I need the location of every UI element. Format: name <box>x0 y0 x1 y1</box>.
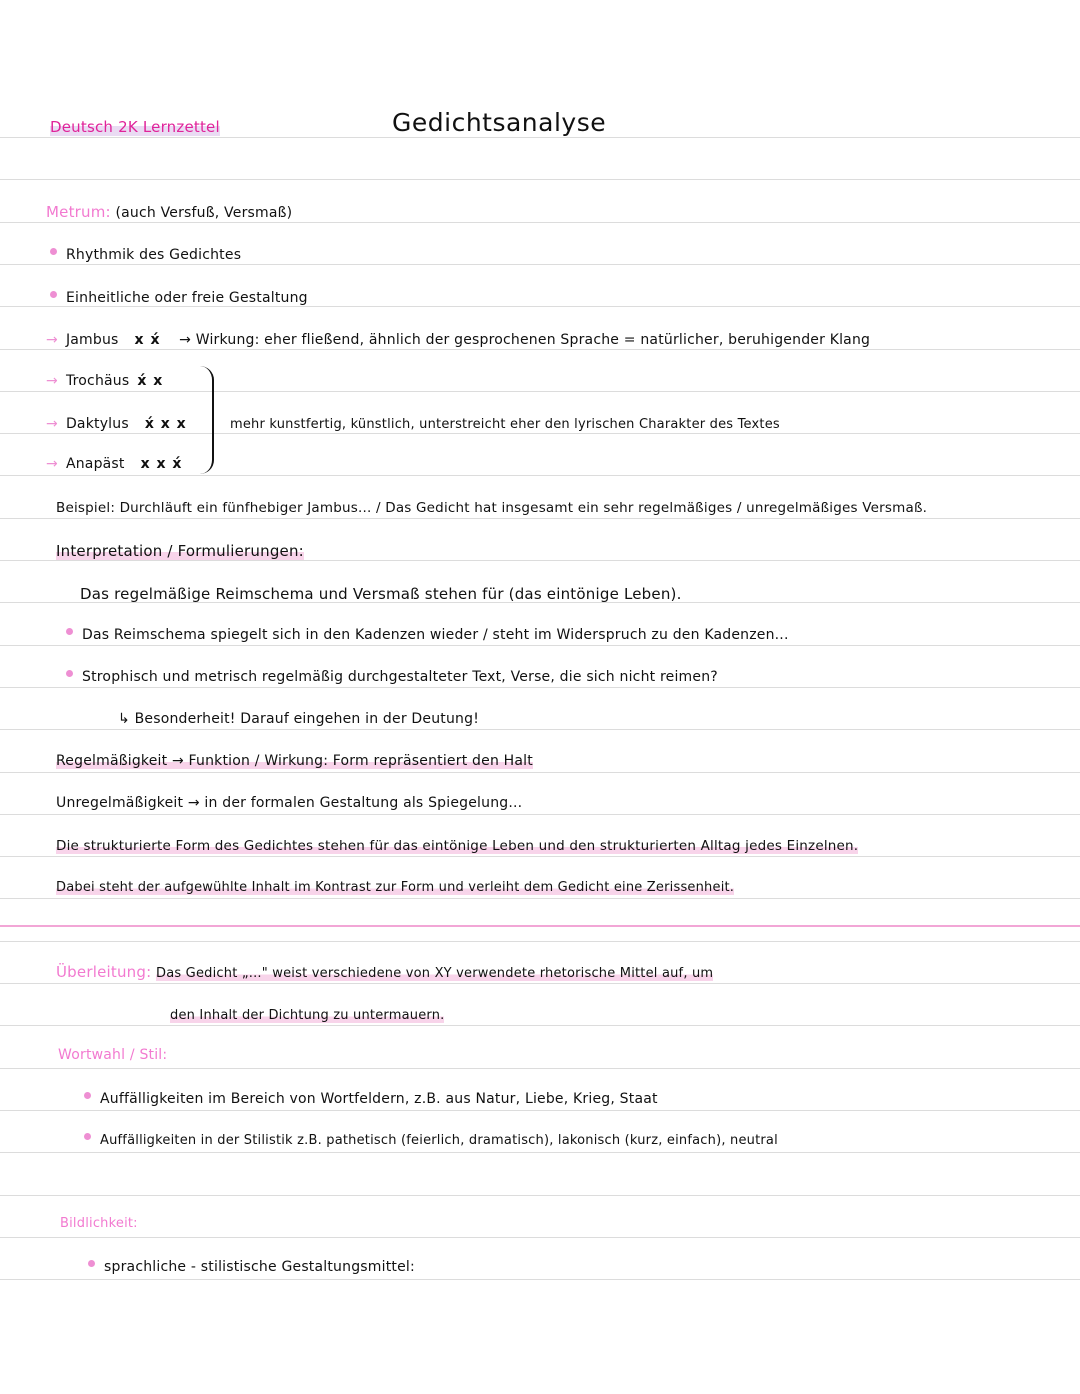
rule-line <box>0 222 1080 223</box>
highlight-text: Dabei steht der aufgewühlte Inhalt im Kontrast zur Form und verleiht dem Gedicht eine Zerissenheit. <box>56 880 735 895</box>
subject-label <box>50 118 220 136</box>
rule-line <box>0 1195 1080 1196</box>
bullet-item <box>66 669 718 685</box>
rule-line <box>0 391 1080 392</box>
bildlichkeit-heading: Bildlichkeit: <box>60 1216 138 1231</box>
subject-label-text: Deutsch 2K Lernzettel <box>50 118 220 136</box>
rule-line <box>0 687 1080 688</box>
foot-pattern: x x x́ <box>140 456 183 472</box>
foot-pattern: x x́ <box>134 332 161 348</box>
regularity-text: Regelmäßigkeit → Funktion / Wirkung: Form repräsentiert den Halt <box>56 753 533 769</box>
rule-line <box>0 518 1080 519</box>
rule-line <box>0 475 1080 476</box>
foot-pattern: x́ x <box>137 373 164 389</box>
highlight-line <box>56 838 858 854</box>
foot-name: Daktylus <box>65 416 129 432</box>
rule-line <box>0 1068 1080 1069</box>
bullet-dot-icon <box>50 248 57 255</box>
page-title: Gedichtsanalyse <box>392 108 607 137</box>
arrow-right-icon: → <box>46 416 58 432</box>
section-divider <box>0 925 1080 927</box>
curly-brace-icon <box>198 366 214 474</box>
bullet-item <box>50 247 241 263</box>
interpretation-line: Das regelmäßige Reimschema und Versmaß stehen für (das eintönige Leben). <box>80 585 682 603</box>
rule-line <box>0 179 1080 180</box>
bullet-text: Auffälligkeiten in der Stilistik z.B. pathetisch (feierlich, dramatisch), lakonisch (kurz, einfach), neutral <box>100 1133 778 1148</box>
rule-line <box>0 814 1080 815</box>
rule-line <box>0 137 1080 138</box>
arrow-right-icon: → <box>46 332 58 348</box>
foot-trochaeus <box>46 373 163 389</box>
bullet-item <box>50 290 308 306</box>
foot-daktylus <box>46 416 187 432</box>
rule-line <box>0 772 1080 773</box>
bullet-dot-icon <box>84 1092 91 1099</box>
ueberleitung-text: Das Gedicht „..." weist verschiedene von XY verwendete rhetorische Mittel auf, um <box>156 966 714 981</box>
bullet-item <box>84 1091 658 1107</box>
highlight-text: Die strukturierte Form des Gedichtes stehen für das eintönige Leben und den strukturierten Alltag jedes Einzelnen. <box>56 838 859 854</box>
arrow-right-icon: → <box>46 373 58 389</box>
foot-effect: → Wirkung: eher fließend, ähnlich der gesprochenen Sprache = natürlicher, beruhigender Klang <box>179 332 871 348</box>
rule-line <box>0 264 1080 265</box>
foot-anapaest <box>46 456 182 472</box>
rule-line <box>0 349 1080 350</box>
interpretation-heading-text: Interpretation / Formulierungen: <box>56 542 304 560</box>
bullet-text: Auffälligkeiten im Bereich von Wortfeldern, z.B. aus Natur, Liebe, Krieg, Staat <box>100 1091 658 1107</box>
bullet-text: sprachliche - stilistische Gestaltungsmittel: <box>104 1259 415 1275</box>
foot-name: Jambus <box>65 332 119 348</box>
bullet-text: Einheitliche oder freie Gestaltung <box>66 290 308 306</box>
bullet-item <box>66 627 789 643</box>
regularity-line <box>56 753 533 769</box>
rule-line <box>0 898 1080 899</box>
wortwahl-heading: Wortwahl / Stil: <box>58 1047 168 1063</box>
rule-line <box>0 645 1080 646</box>
bullet-text: Strophisch und metrisch regelmäßig durchgestalteter Text, Verse, die sich nicht reimen? <box>82 669 718 685</box>
group-effect: mehr kunstfertig, künstlich, unterstreicht eher den lyrischen Charakter des Textes <box>230 417 780 432</box>
bullet-dot-icon <box>88 1260 95 1267</box>
metrum-heading-note: (auch Versfuß, Versmaß) <box>115 205 293 221</box>
rule-line <box>0 1025 1080 1026</box>
rule-line <box>0 983 1080 984</box>
bullet-item <box>88 1259 415 1275</box>
ueberleitung-heading: Überleitung: <box>56 963 152 981</box>
bullet-dot-icon <box>66 670 73 677</box>
bullet-text: Rhythmik des Gedichtes <box>66 247 242 263</box>
foot-name: Anapäst <box>65 456 125 472</box>
bullet-text: Das Reimschema spiegelt sich in den Kadenzen wieder / steht im Widerspruch zu den Kadenzen... <box>82 627 789 643</box>
metrum-heading-line <box>46 203 292 221</box>
irregularity-line: Unregelmäßigkeit → in der formalen Gestaltung als Spiegelung... <box>56 795 523 811</box>
foot-name: Trochäus <box>65 373 130 389</box>
rule-line <box>0 306 1080 307</box>
rule-line <box>0 941 1080 942</box>
bullet-item <box>84 1133 778 1148</box>
bullet-dot-icon <box>66 628 73 635</box>
interpretation-heading <box>56 542 304 560</box>
metrum-example: Beispiel: Durchläuft ein fünfhebiger Jambus... / Das Gedicht hat insgesamt ein sehr regelmäßiges / unregelmäßiges Versmaß. <box>56 500 928 516</box>
rule-line <box>0 1110 1080 1111</box>
rule-line <box>0 729 1080 730</box>
foot-pattern: x́ x x <box>144 416 187 432</box>
rule-line <box>0 560 1080 561</box>
bullet-dot-icon <box>50 291 57 298</box>
rule-line <box>0 1279 1080 1280</box>
rule-line <box>0 1237 1080 1238</box>
rule-line <box>0 1152 1080 1153</box>
ueberleitung-line-2 <box>170 1008 444 1023</box>
rule-line <box>0 433 1080 434</box>
ueberleitung-line <box>56 963 713 981</box>
interpretation-note: ↳ Besonderheit! Darauf eingehen in der Deutung! <box>118 711 480 727</box>
ueberleitung-text: den Inhalt der Dichtung zu untermauern. <box>170 1008 445 1023</box>
rule-line <box>0 856 1080 857</box>
metrum-heading: Metrum: <box>46 203 111 221</box>
bullet-dot-icon <box>84 1133 91 1140</box>
highlight-line <box>56 880 734 895</box>
arrow-right-icon: → <box>46 456 58 472</box>
foot-jambus <box>46 332 870 348</box>
